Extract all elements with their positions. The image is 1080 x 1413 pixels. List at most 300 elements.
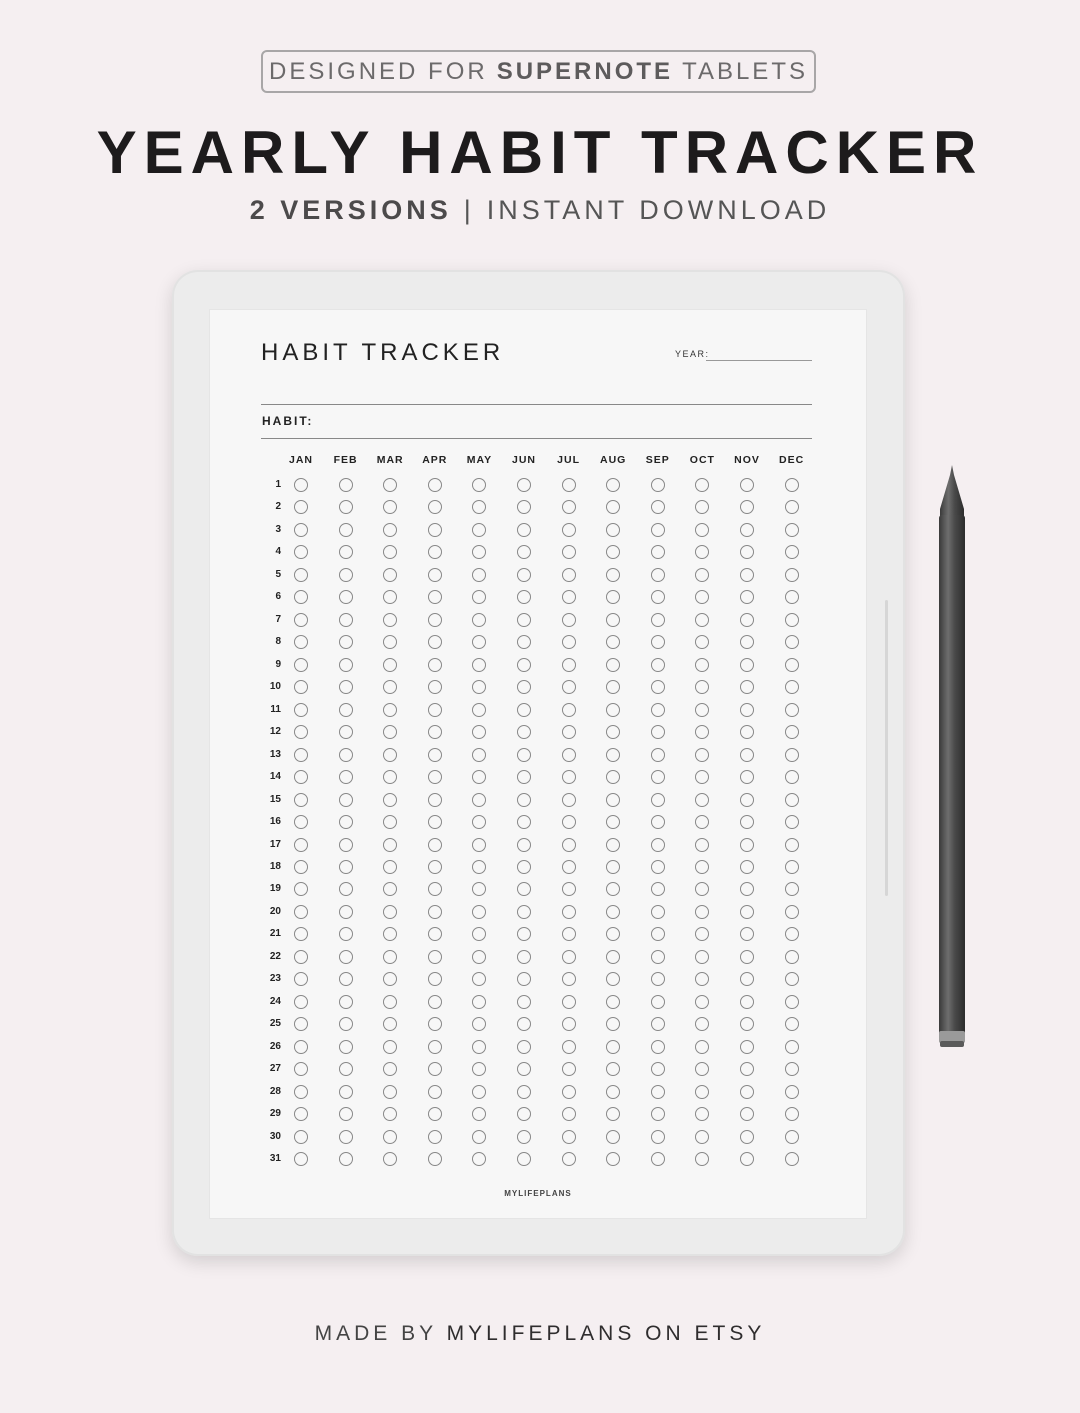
habit-checkbox-sep-1[interactable] (651, 478, 665, 492)
habit-checkbox-may-18[interactable] (472, 860, 486, 874)
habit-checkbox-oct-4[interactable] (695, 545, 709, 559)
habit-checkbox-mar-3[interactable] (383, 523, 397, 537)
habit-checkbox-jul-27[interactable] (562, 1062, 576, 1076)
habit-checkbox-oct-30[interactable] (695, 1130, 709, 1144)
habit-checkbox-sep-13[interactable] (651, 748, 665, 762)
habit-checkbox-feb-24[interactable] (339, 995, 353, 1009)
habit-checkbox-nov-11[interactable] (740, 703, 754, 717)
habit-checkbox-may-16[interactable] (472, 815, 486, 829)
habit-checkbox-sep-31[interactable] (651, 1152, 665, 1166)
habit-checkbox-oct-21[interactable] (695, 927, 709, 941)
habit-checkbox-jul-16[interactable] (562, 815, 576, 829)
habit-checkbox-jan-22[interactable] (294, 950, 308, 964)
habit-checkbox-sep-29[interactable] (651, 1107, 665, 1121)
habit-checkbox-feb-31[interactable] (339, 1152, 353, 1166)
habit-checkbox-jun-13[interactable] (517, 748, 531, 762)
habit-checkbox-aug-5[interactable] (606, 568, 620, 582)
habit-checkbox-apr-26[interactable] (428, 1040, 442, 1054)
habit-checkbox-oct-15[interactable] (695, 793, 709, 807)
habit-checkbox-nov-31[interactable] (740, 1152, 754, 1166)
habit-checkbox-apr-15[interactable] (428, 793, 442, 807)
habit-checkbox-apr-25[interactable] (428, 1017, 442, 1031)
habit-checkbox-jul-23[interactable] (562, 972, 576, 986)
habit-checkbox-jul-13[interactable] (562, 748, 576, 762)
habit-checkbox-mar-11[interactable] (383, 703, 397, 717)
habit-checkbox-jul-12[interactable] (562, 725, 576, 739)
habit-checkbox-sep-14[interactable] (651, 770, 665, 784)
habit-checkbox-aug-12[interactable] (606, 725, 620, 739)
habit-checkbox-nov-24[interactable] (740, 995, 754, 1009)
habit-checkbox-jun-18[interactable] (517, 860, 531, 874)
habit-checkbox-jan-11[interactable] (294, 703, 308, 717)
habit-checkbox-sep-10[interactable] (651, 680, 665, 694)
habit-checkbox-apr-30[interactable] (428, 1130, 442, 1144)
habit-checkbox-oct-28[interactable] (695, 1085, 709, 1099)
habit-checkbox-feb-8[interactable] (339, 635, 353, 649)
habit-checkbox-oct-6[interactable] (695, 590, 709, 604)
habit-checkbox-feb-16[interactable] (339, 815, 353, 829)
habit-checkbox-apr-28[interactable] (428, 1085, 442, 1099)
habit-checkbox-jun-19[interactable] (517, 882, 531, 896)
habit-checkbox-mar-20[interactable] (383, 905, 397, 919)
habit-checkbox-jun-21[interactable] (517, 927, 531, 941)
habit-checkbox-nov-13[interactable] (740, 748, 754, 762)
habit-checkbox-jul-25[interactable] (562, 1017, 576, 1031)
habit-checkbox-jan-23[interactable] (294, 972, 308, 986)
habit-checkbox-aug-18[interactable] (606, 860, 620, 874)
habit-checkbox-aug-21[interactable] (606, 927, 620, 941)
habit-checkbox-jun-25[interactable] (517, 1017, 531, 1031)
habit-checkbox-sep-9[interactable] (651, 658, 665, 672)
habit-checkbox-apr-13[interactable] (428, 748, 442, 762)
habit-checkbox-sep-26[interactable] (651, 1040, 665, 1054)
habit-checkbox-jun-12[interactable] (517, 725, 531, 739)
habit-checkbox-nov-8[interactable] (740, 635, 754, 649)
habit-checkbox-may-15[interactable] (472, 793, 486, 807)
habit-checkbox-feb-22[interactable] (339, 950, 353, 964)
habit-checkbox-jun-2[interactable] (517, 500, 531, 514)
habit-checkbox-jan-29[interactable] (294, 1107, 308, 1121)
habit-checkbox-aug-25[interactable] (606, 1017, 620, 1031)
habit-checkbox-oct-14[interactable] (695, 770, 709, 784)
habit-checkbox-dec-28[interactable] (785, 1085, 799, 1099)
habit-checkbox-jun-7[interactable] (517, 613, 531, 627)
habit-checkbox-jun-3[interactable] (517, 523, 531, 537)
habit-checkbox-may-31[interactable] (472, 1152, 486, 1166)
habit-checkbox-jul-20[interactable] (562, 905, 576, 919)
habit-checkbox-jan-5[interactable] (294, 568, 308, 582)
habit-checkbox-jul-22[interactable] (562, 950, 576, 964)
habit-checkbox-aug-30[interactable] (606, 1130, 620, 1144)
habit-checkbox-jun-23[interactable] (517, 972, 531, 986)
habit-checkbox-feb-3[interactable] (339, 523, 353, 537)
habit-checkbox-apr-27[interactable] (428, 1062, 442, 1076)
habit-checkbox-dec-15[interactable] (785, 793, 799, 807)
habit-checkbox-dec-1[interactable] (785, 478, 799, 492)
habit-checkbox-may-6[interactable] (472, 590, 486, 604)
habit-checkbox-jun-15[interactable] (517, 793, 531, 807)
habit-checkbox-mar-27[interactable] (383, 1062, 397, 1076)
habit-checkbox-sep-28[interactable] (651, 1085, 665, 1099)
habit-checkbox-may-3[interactable] (472, 523, 486, 537)
habit-checkbox-dec-23[interactable] (785, 972, 799, 986)
habit-checkbox-jul-18[interactable] (562, 860, 576, 874)
habit-checkbox-mar-23[interactable] (383, 972, 397, 986)
habit-checkbox-sep-16[interactable] (651, 815, 665, 829)
habit-checkbox-nov-15[interactable] (740, 793, 754, 807)
habit-checkbox-jul-14[interactable] (562, 770, 576, 784)
habit-checkbox-jun-30[interactable] (517, 1130, 531, 1144)
habit-checkbox-may-4[interactable] (472, 545, 486, 559)
habit-checkbox-dec-2[interactable] (785, 500, 799, 514)
habit-checkbox-may-19[interactable] (472, 882, 486, 896)
habit-checkbox-jun-6[interactable] (517, 590, 531, 604)
habit-checkbox-sep-17[interactable] (651, 838, 665, 852)
habit-checkbox-aug-16[interactable] (606, 815, 620, 829)
habit-checkbox-feb-26[interactable] (339, 1040, 353, 1054)
habit-checkbox-oct-22[interactable] (695, 950, 709, 964)
habit-checkbox-feb-21[interactable] (339, 927, 353, 941)
habit-checkbox-jan-17[interactable] (294, 838, 308, 852)
habit-checkbox-jan-15[interactable] (294, 793, 308, 807)
habit-checkbox-oct-12[interactable] (695, 725, 709, 739)
habit-checkbox-aug-8[interactable] (606, 635, 620, 649)
habit-checkbox-jan-16[interactable] (294, 815, 308, 829)
habit-checkbox-nov-22[interactable] (740, 950, 754, 964)
habit-checkbox-apr-19[interactable] (428, 882, 442, 896)
habit-checkbox-jan-9[interactable] (294, 658, 308, 672)
habit-checkbox-nov-29[interactable] (740, 1107, 754, 1121)
habit-checkbox-jan-3[interactable] (294, 523, 308, 537)
habit-checkbox-jul-7[interactable] (562, 613, 576, 627)
habit-checkbox-jan-2[interactable] (294, 500, 308, 514)
habit-checkbox-may-22[interactable] (472, 950, 486, 964)
habit-checkbox-jan-28[interactable] (294, 1085, 308, 1099)
habit-checkbox-jun-22[interactable] (517, 950, 531, 964)
habit-checkbox-oct-11[interactable] (695, 703, 709, 717)
habit-checkbox-jul-10[interactable] (562, 680, 576, 694)
habit-checkbox-apr-16[interactable] (428, 815, 442, 829)
habit-checkbox-feb-13[interactable] (339, 748, 353, 762)
habit-checkbox-dec-30[interactable] (785, 1130, 799, 1144)
habit-checkbox-mar-22[interactable] (383, 950, 397, 964)
habit-checkbox-may-2[interactable] (472, 500, 486, 514)
habit-checkbox-jun-5[interactable] (517, 568, 531, 582)
habit-checkbox-oct-19[interactable] (695, 882, 709, 896)
habit-checkbox-apr-5[interactable] (428, 568, 442, 582)
habit-checkbox-sep-18[interactable] (651, 860, 665, 874)
habit-checkbox-aug-3[interactable] (606, 523, 620, 537)
habit-checkbox-jul-29[interactable] (562, 1107, 576, 1121)
habit-checkbox-aug-13[interactable] (606, 748, 620, 762)
habit-checkbox-may-25[interactable] (472, 1017, 486, 1031)
habit-checkbox-aug-22[interactable] (606, 950, 620, 964)
habit-checkbox-dec-29[interactable] (785, 1107, 799, 1121)
habit-checkbox-nov-5[interactable] (740, 568, 754, 582)
habit-checkbox-jun-27[interactable] (517, 1062, 531, 1076)
habit-checkbox-apr-20[interactable] (428, 905, 442, 919)
habit-checkbox-feb-1[interactable] (339, 478, 353, 492)
habit-checkbox-mar-10[interactable] (383, 680, 397, 694)
habit-checkbox-feb-9[interactable] (339, 658, 353, 672)
habit-checkbox-aug-7[interactable] (606, 613, 620, 627)
habit-checkbox-dec-18[interactable] (785, 860, 799, 874)
habit-checkbox-jun-31[interactable] (517, 1152, 531, 1166)
habit-checkbox-may-8[interactable] (472, 635, 486, 649)
habit-checkbox-nov-25[interactable] (740, 1017, 754, 1031)
habit-checkbox-dec-20[interactable] (785, 905, 799, 919)
habit-checkbox-feb-30[interactable] (339, 1130, 353, 1144)
habit-checkbox-feb-17[interactable] (339, 838, 353, 852)
habit-checkbox-sep-6[interactable] (651, 590, 665, 604)
habit-checkbox-aug-20[interactable] (606, 905, 620, 919)
habit-checkbox-mar-8[interactable] (383, 635, 397, 649)
habit-checkbox-jan-31[interactable] (294, 1152, 308, 1166)
habit-checkbox-may-10[interactable] (472, 680, 486, 694)
habit-checkbox-oct-20[interactable] (695, 905, 709, 919)
habit-checkbox-mar-12[interactable] (383, 725, 397, 739)
habit-checkbox-feb-12[interactable] (339, 725, 353, 739)
habit-checkbox-may-9[interactable] (472, 658, 486, 672)
habit-checkbox-apr-8[interactable] (428, 635, 442, 649)
habit-checkbox-jul-24[interactable] (562, 995, 576, 1009)
habit-checkbox-jul-2[interactable] (562, 500, 576, 514)
habit-checkbox-nov-26[interactable] (740, 1040, 754, 1054)
habit-checkbox-jul-26[interactable] (562, 1040, 576, 1054)
habit-checkbox-feb-5[interactable] (339, 568, 353, 582)
habit-checkbox-jun-1[interactable] (517, 478, 531, 492)
habit-checkbox-nov-6[interactable] (740, 590, 754, 604)
habit-checkbox-may-26[interactable] (472, 1040, 486, 1054)
habit-checkbox-nov-4[interactable] (740, 545, 754, 559)
habit-checkbox-nov-20[interactable] (740, 905, 754, 919)
habit-checkbox-sep-12[interactable] (651, 725, 665, 739)
habit-checkbox-jan-10[interactable] (294, 680, 308, 694)
habit-checkbox-nov-27[interactable] (740, 1062, 754, 1076)
habit-checkbox-mar-7[interactable] (383, 613, 397, 627)
habit-checkbox-feb-18[interactable] (339, 860, 353, 874)
habit-checkbox-dec-16[interactable] (785, 815, 799, 829)
habit-checkbox-oct-2[interactable] (695, 500, 709, 514)
habit-checkbox-apr-17[interactable] (428, 838, 442, 852)
habit-checkbox-jan-20[interactable] (294, 905, 308, 919)
habit-checkbox-jul-4[interactable] (562, 545, 576, 559)
habit-checkbox-dec-5[interactable] (785, 568, 799, 582)
habit-checkbox-sep-2[interactable] (651, 500, 665, 514)
habit-checkbox-jan-21[interactable] (294, 927, 308, 941)
habit-checkbox-oct-8[interactable] (695, 635, 709, 649)
habit-checkbox-mar-25[interactable] (383, 1017, 397, 1031)
habit-checkbox-jul-1[interactable] (562, 478, 576, 492)
habit-checkbox-dec-26[interactable] (785, 1040, 799, 1054)
habit-checkbox-dec-9[interactable] (785, 658, 799, 672)
habit-checkbox-dec-25[interactable] (785, 1017, 799, 1031)
habit-checkbox-feb-27[interactable] (339, 1062, 353, 1076)
habit-checkbox-feb-2[interactable] (339, 500, 353, 514)
habit-checkbox-jun-4[interactable] (517, 545, 531, 559)
habit-checkbox-feb-29[interactable] (339, 1107, 353, 1121)
habit-checkbox-mar-16[interactable] (383, 815, 397, 829)
habit-checkbox-sep-11[interactable] (651, 703, 665, 717)
habit-checkbox-sep-30[interactable] (651, 1130, 665, 1144)
habit-checkbox-apr-18[interactable] (428, 860, 442, 874)
habit-checkbox-dec-17[interactable] (785, 838, 799, 852)
habit-checkbox-apr-23[interactable] (428, 972, 442, 986)
habit-checkbox-jun-14[interactable] (517, 770, 531, 784)
habit-checkbox-oct-13[interactable] (695, 748, 709, 762)
habit-checkbox-jun-9[interactable] (517, 658, 531, 672)
habit-checkbox-aug-19[interactable] (606, 882, 620, 896)
habit-checkbox-jul-19[interactable] (562, 882, 576, 896)
habit-checkbox-may-7[interactable] (472, 613, 486, 627)
habit-checkbox-jul-21[interactable] (562, 927, 576, 941)
habit-checkbox-may-12[interactable] (472, 725, 486, 739)
habit-checkbox-jul-5[interactable] (562, 568, 576, 582)
habit-checkbox-may-17[interactable] (472, 838, 486, 852)
habit-checkbox-oct-5[interactable] (695, 568, 709, 582)
habit-checkbox-nov-23[interactable] (740, 972, 754, 986)
habit-checkbox-feb-28[interactable] (339, 1085, 353, 1099)
habit-checkbox-jul-28[interactable] (562, 1085, 576, 1099)
habit-checkbox-nov-30[interactable] (740, 1130, 754, 1144)
habit-checkbox-mar-28[interactable] (383, 1085, 397, 1099)
habit-checkbox-apr-31[interactable] (428, 1152, 442, 1166)
habit-checkbox-may-21[interactable] (472, 927, 486, 941)
habit-checkbox-nov-3[interactable] (740, 523, 754, 537)
habit-checkbox-jan-7[interactable] (294, 613, 308, 627)
habit-checkbox-dec-3[interactable] (785, 523, 799, 537)
habit-checkbox-sep-24[interactable] (651, 995, 665, 1009)
habit-checkbox-nov-10[interactable] (740, 680, 754, 694)
habit-checkbox-mar-17[interactable] (383, 838, 397, 852)
habit-checkbox-may-30[interactable] (472, 1130, 486, 1144)
habit-checkbox-feb-19[interactable] (339, 882, 353, 896)
habit-checkbox-jul-30[interactable] (562, 1130, 576, 1144)
habit-checkbox-mar-1[interactable] (383, 478, 397, 492)
habit-checkbox-jan-8[interactable] (294, 635, 308, 649)
habit-checkbox-may-11[interactable] (472, 703, 486, 717)
habit-checkbox-apr-10[interactable] (428, 680, 442, 694)
habit-checkbox-sep-19[interactable] (651, 882, 665, 896)
habit-checkbox-aug-24[interactable] (606, 995, 620, 1009)
habit-checkbox-mar-19[interactable] (383, 882, 397, 896)
habit-checkbox-mar-26[interactable] (383, 1040, 397, 1054)
habit-checkbox-jun-11[interactable] (517, 703, 531, 717)
habit-checkbox-dec-22[interactable] (785, 950, 799, 964)
habit-checkbox-oct-17[interactable] (695, 838, 709, 852)
habit-checkbox-sep-25[interactable] (651, 1017, 665, 1031)
habit-checkbox-sep-20[interactable] (651, 905, 665, 919)
habit-checkbox-may-23[interactable] (472, 972, 486, 986)
habit-checkbox-jul-17[interactable] (562, 838, 576, 852)
habit-checkbox-sep-7[interactable] (651, 613, 665, 627)
habit-checkbox-mar-21[interactable] (383, 927, 397, 941)
habit-checkbox-oct-23[interactable] (695, 972, 709, 986)
habit-checkbox-oct-3[interactable] (695, 523, 709, 537)
habit-checkbox-oct-1[interactable] (695, 478, 709, 492)
habit-checkbox-apr-9[interactable] (428, 658, 442, 672)
habit-checkbox-feb-23[interactable] (339, 972, 353, 986)
habit-checkbox-nov-17[interactable] (740, 838, 754, 852)
habit-checkbox-apr-6[interactable] (428, 590, 442, 604)
habit-checkbox-jun-28[interactable] (517, 1085, 531, 1099)
habit-checkbox-aug-14[interactable] (606, 770, 620, 784)
habit-checkbox-oct-7[interactable] (695, 613, 709, 627)
habit-checkbox-dec-31[interactable] (785, 1152, 799, 1166)
habit-checkbox-nov-12[interactable] (740, 725, 754, 739)
habit-checkbox-sep-15[interactable] (651, 793, 665, 807)
habit-checkbox-sep-27[interactable] (651, 1062, 665, 1076)
habit-checkbox-dec-12[interactable] (785, 725, 799, 739)
habit-checkbox-sep-22[interactable] (651, 950, 665, 964)
habit-checkbox-aug-2[interactable] (606, 500, 620, 514)
habit-checkbox-dec-6[interactable] (785, 590, 799, 604)
habit-checkbox-may-14[interactable] (472, 770, 486, 784)
habit-checkbox-feb-14[interactable] (339, 770, 353, 784)
habit-checkbox-dec-11[interactable] (785, 703, 799, 717)
habit-checkbox-sep-21[interactable] (651, 927, 665, 941)
habit-checkbox-aug-17[interactable] (606, 838, 620, 852)
habit-checkbox-oct-29[interactable] (695, 1107, 709, 1121)
habit-checkbox-feb-7[interactable] (339, 613, 353, 627)
habit-checkbox-apr-24[interactable] (428, 995, 442, 1009)
habit-checkbox-aug-28[interactable] (606, 1085, 620, 1099)
habit-checkbox-jun-8[interactable] (517, 635, 531, 649)
habit-checkbox-dec-7[interactable] (785, 613, 799, 627)
habit-checkbox-mar-31[interactable] (383, 1152, 397, 1166)
habit-checkbox-apr-22[interactable] (428, 950, 442, 964)
habit-checkbox-apr-11[interactable] (428, 703, 442, 717)
habit-checkbox-aug-9[interactable] (606, 658, 620, 672)
habit-checkbox-dec-10[interactable] (785, 680, 799, 694)
habit-checkbox-mar-24[interactable] (383, 995, 397, 1009)
habit-checkbox-jul-6[interactable] (562, 590, 576, 604)
habit-checkbox-dec-24[interactable] (785, 995, 799, 1009)
habit-checkbox-jun-29[interactable] (517, 1107, 531, 1121)
habit-checkbox-mar-4[interactable] (383, 545, 397, 559)
habit-checkbox-may-29[interactable] (472, 1107, 486, 1121)
habit-checkbox-feb-10[interactable] (339, 680, 353, 694)
habit-checkbox-mar-2[interactable] (383, 500, 397, 514)
habit-checkbox-jul-15[interactable] (562, 793, 576, 807)
habit-checkbox-jun-16[interactable] (517, 815, 531, 829)
habit-checkbox-nov-16[interactable] (740, 815, 754, 829)
habit-checkbox-may-5[interactable] (472, 568, 486, 582)
habit-checkbox-oct-10[interactable] (695, 680, 709, 694)
habit-checkbox-dec-19[interactable] (785, 882, 799, 896)
habit-checkbox-sep-5[interactable] (651, 568, 665, 582)
habit-checkbox-apr-21[interactable] (428, 927, 442, 941)
habit-checkbox-apr-29[interactable] (428, 1107, 442, 1121)
habit-checkbox-apr-12[interactable] (428, 725, 442, 739)
habit-checkbox-aug-15[interactable] (606, 793, 620, 807)
habit-checkbox-oct-16[interactable] (695, 815, 709, 829)
habit-checkbox-nov-7[interactable] (740, 613, 754, 627)
habit-checkbox-jul-31[interactable] (562, 1152, 576, 1166)
habit-checkbox-apr-2[interactable] (428, 500, 442, 514)
habit-checkbox-mar-6[interactable] (383, 590, 397, 604)
habit-checkbox-nov-18[interactable] (740, 860, 754, 874)
habit-checkbox-may-13[interactable] (472, 748, 486, 762)
habit-checkbox-jan-1[interactable] (294, 478, 308, 492)
habit-checkbox-oct-27[interactable] (695, 1062, 709, 1076)
habit-checkbox-jan-25[interactable] (294, 1017, 308, 1031)
habit-checkbox-nov-28[interactable] (740, 1085, 754, 1099)
habit-checkbox-feb-20[interactable] (339, 905, 353, 919)
habit-checkbox-may-27[interactable] (472, 1062, 486, 1076)
habit-checkbox-oct-24[interactable] (695, 995, 709, 1009)
habit-checkbox-jul-8[interactable] (562, 635, 576, 649)
